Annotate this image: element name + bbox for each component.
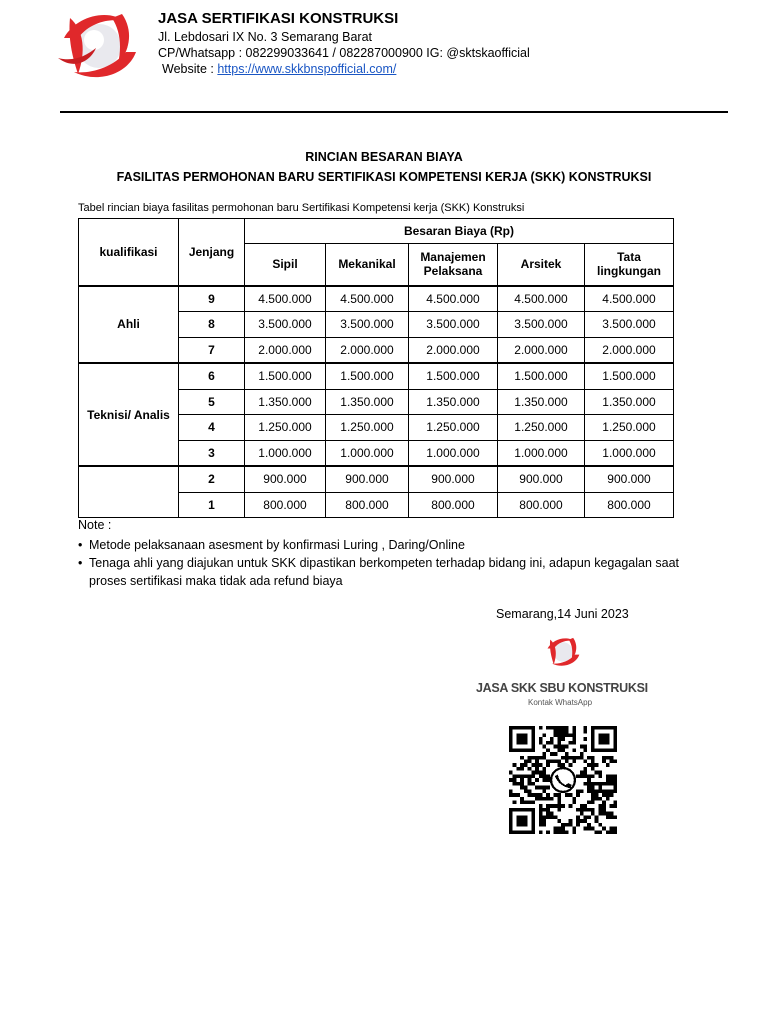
- fee-cell: 1.000.000: [498, 440, 585, 466]
- company-contact: CP/Whatsapp : 082299033641 / 082287000900 IG: @sktskaofficial: [158, 46, 530, 60]
- fee-cell: 900.000: [409, 466, 498, 492]
- fee-cell: 1.250.000: [409, 415, 498, 441]
- place-date: Semarang,14 Juni 2023: [496, 607, 629, 621]
- fee-cell: 2.000.000: [245, 337, 326, 363]
- bullet-icon: •: [78, 538, 83, 552]
- level-cell: 2: [179, 466, 245, 492]
- level-cell: 1: [179, 492, 245, 518]
- company-logo-icon: [56, 8, 142, 84]
- fee-cell: 3.500.000: [585, 312, 674, 338]
- fee-cell: 4.500.000: [409, 286, 498, 312]
- fee-cell: 900.000: [245, 466, 326, 492]
- stamp-subtitle: Kontak WhatsApp: [528, 698, 593, 707]
- fee-cell: 3.500.000: [498, 312, 585, 338]
- fee-cell: 1.000.000: [245, 440, 326, 466]
- note-item: [78, 554, 718, 590]
- fee-cell: 900.000: [585, 466, 674, 492]
- header-fee-group: Besaran Biaya (Rp): [245, 219, 674, 244]
- level-cell: 4: [179, 415, 245, 441]
- fee-cell: 2.000.000: [585, 337, 674, 363]
- company-address: Jl. Lebdosari IX No. 3 Semarang Barat: [158, 30, 373, 44]
- fee-cell: 2.000.000: [498, 337, 585, 363]
- note-label: Note :: [78, 518, 112, 532]
- fee-cell: 4.500.000: [245, 286, 326, 312]
- fee-cell: 900.000: [326, 466, 409, 492]
- fee-cell: 1.250.000: [498, 415, 585, 441]
- header-field-2: Manajemen Pelaksana: [409, 244, 498, 286]
- qualification-cell: Teknisi/ Analis: [79, 363, 179, 466]
- header-qualification: kualifikasi: [79, 219, 179, 286]
- fee-cell: 1.350.000: [326, 389, 409, 415]
- fee-cell: 2.000.000: [326, 337, 409, 363]
- company-website: [162, 62, 396, 76]
- fee-cell: 1.350.000: [409, 389, 498, 415]
- note-list: [78, 536, 718, 590]
- fee-cell: 1.250.000: [245, 415, 326, 441]
- fee-cell: 1.500.000: [498, 363, 585, 389]
- fee-cell: 1.000.000: [409, 440, 498, 466]
- note-text: Tenaga ahli yang diajukan untuk SKK dipastikan berkompeten terhadap bidang ini, adapun kegagalan saat proses sertifikasi maka tidak ada refund biaya: [89, 556, 680, 588]
- company-name: JASA SERTIFIKASI KONSTRUKSI: [158, 10, 399, 27]
- header-level: Jenjang: [179, 219, 245, 286]
- table-row: [79, 286, 674, 312]
- qualification-cell: [79, 466, 179, 518]
- fee-table-header: [79, 219, 674, 286]
- fee-cell: 800.000: [245, 492, 326, 518]
- note-item: [78, 536, 718, 554]
- qualification-cell: Ahli: [79, 286, 179, 364]
- bullet-icon: •: [78, 556, 83, 570]
- level-cell: 9: [179, 286, 245, 312]
- fee-cell: 1.500.000: [585, 363, 674, 389]
- fee-cell: 3.500.000: [245, 312, 326, 338]
- fee-cell: 1.350.000: [245, 389, 326, 415]
- fee-cell: 3.500.000: [409, 312, 498, 338]
- fee-cell: 2.000.000: [409, 337, 498, 363]
- fee-cell: 3.500.000: [326, 312, 409, 338]
- level-cell: 6: [179, 363, 245, 389]
- fee-cell: 800.000: [585, 492, 674, 518]
- document-subtitle: FASILITAS PERMOHONAN BARU SERTIFIKASI KOMPETENSI KERJA (SKK) KONSTRUKSI: [116, 170, 652, 184]
- fee-cell: 1.000.000: [585, 440, 674, 466]
- header-field-0: Sipil: [245, 244, 326, 286]
- fee-cell: 900.000: [498, 466, 585, 492]
- level-cell: 7: [179, 337, 245, 363]
- header-field-3: Arsitek: [498, 244, 585, 286]
- fee-table-body: [79, 286, 674, 518]
- website-link[interactable]: https://www.skkbnspofficial.com/: [217, 62, 397, 76]
- fee-cell: 800.000: [409, 492, 498, 518]
- fee-cell: 4.500.000: [585, 286, 674, 312]
- fee-cell: 1.500.000: [326, 363, 409, 389]
- fee-cell: 1.000.000: [326, 440, 409, 466]
- fee-cell: 800.000: [498, 492, 585, 518]
- table-row: [79, 466, 674, 492]
- fee-cell: 1.250.000: [326, 415, 409, 441]
- table-row: [79, 363, 674, 389]
- fee-cell: 1.500.000: [409, 363, 498, 389]
- note-text: Metode pelaksanaan asesment by konfirmasi Luring , Daring/Online: [89, 538, 465, 552]
- fee-cell: 1.500.000: [245, 363, 326, 389]
- stamp-logo-icon: [544, 634, 582, 670]
- fee-cell: 1.350.000: [498, 389, 585, 415]
- header-field-1: Mekanikal: [326, 244, 409, 286]
- website-label: Website :: [162, 62, 218, 76]
- level-cell: 8: [179, 312, 245, 338]
- table-caption: Tabel rincian biaya fasilitas permohonan baru Sertifikasi Kompetensi kerja (SKK) Konstruksi: [78, 202, 525, 214]
- level-cell: 3: [179, 440, 245, 466]
- whatsapp-qr-code-icon: [507, 726, 619, 834]
- fee-cell: 1.350.000: [585, 389, 674, 415]
- stamp-company-name: JASA SKK SBU KONSTRUKSI: [476, 681, 648, 695]
- fee-cell: 4.500.000: [498, 286, 585, 312]
- header-field-4: Tata lingkungan: [585, 244, 674, 286]
- fee-cell: 800.000: [326, 492, 409, 518]
- level-cell: 5: [179, 389, 245, 415]
- document-title: RINCIAN BESARAN BIAYA: [305, 150, 463, 164]
- fee-table: [78, 218, 674, 518]
- fee-cell: 1.250.000: [585, 415, 674, 441]
- header-divider: [60, 111, 728, 113]
- fee-cell: 4.500.000: [326, 286, 409, 312]
